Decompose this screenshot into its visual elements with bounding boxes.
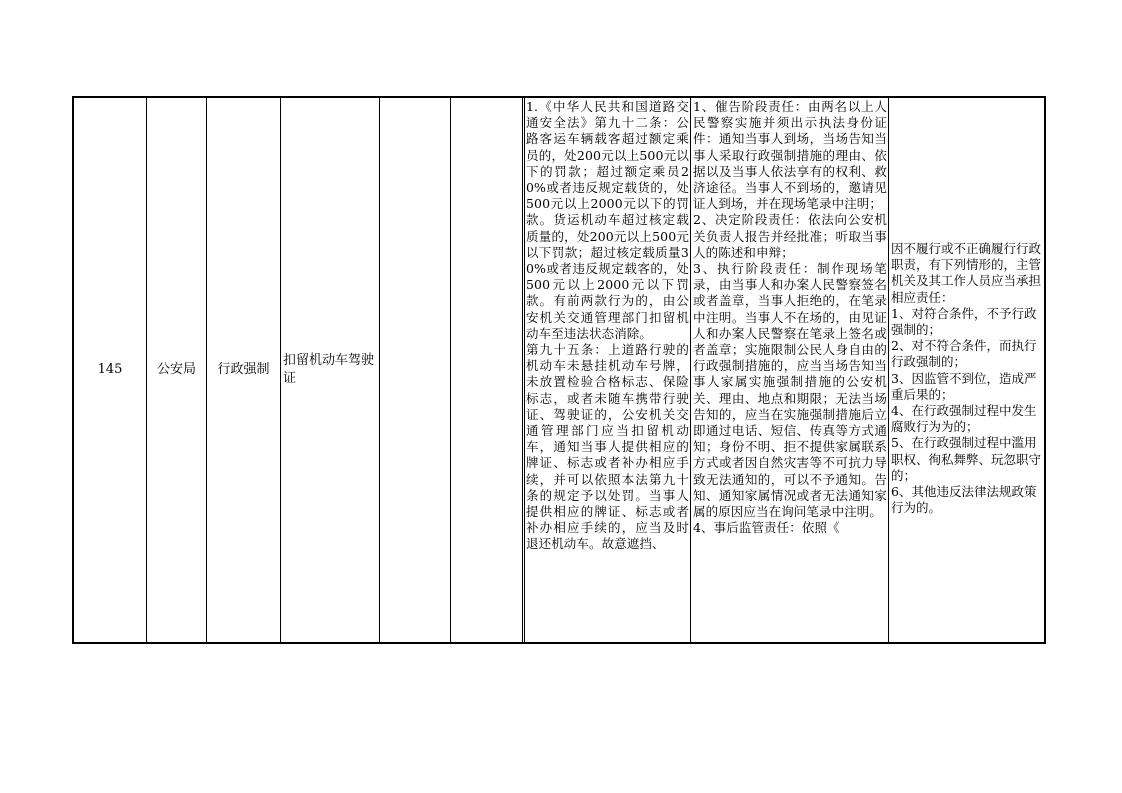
item-name-cell xyxy=(281,98,380,642)
legal-basis-text xyxy=(525,98,690,553)
table-row xyxy=(74,98,1044,642)
accountability-paragraph: 1、对符合条件，不予行政强制的； xyxy=(891,305,1037,338)
responsibility-paragraph: 2、决定阶段责任：依法向公安机关负责人报告并经批准；听取当事人的陈述和申辩； xyxy=(693,212,887,260)
responsibility-paragraph: 4、事后监管责任：依照《 xyxy=(693,520,840,536)
responsibility-cell xyxy=(691,98,889,642)
department: 公安局 xyxy=(156,362,196,377)
accountability-paragraph: 2、对不符合条件，而执行行政强制的； xyxy=(891,338,1037,370)
row-number: 145 xyxy=(97,362,123,377)
category: 行政强制 xyxy=(217,362,270,377)
accountability-paragraph: 3、因监管不到位，造成严重后果的； xyxy=(891,370,1037,402)
item-name: 扣留机动车驾驶证 xyxy=(283,353,375,386)
accountability-paragraph: 5、在行政强制过程中滥用职权、徇私舞弊、玩忽职守的； xyxy=(891,435,1042,483)
accountability-paragraph: 因不履行或不正确履行行政职责，有下列情形的，主管机关及其工作人员应当承担相应责任： xyxy=(891,241,1042,305)
responsibility-paragraph: 3、执行阶段责任：制作现场笔录，由当事人和办案人民警察签名或者盖章，当事人拒绝的，在笔录中注明。当事人不在场的，由见证人和办案人民警察在笔录上签名或者盖章；实施限制公民人身自由的行政强制措施的，应当当场告知当事人家属实施强制措施的公安机关、理由、地点和期限；无法当场告知的，应当在实施强制措施后立即通过电话、短信、传真等方式通知；身份不明、拒不提供家属联系方式或者因自然灾害等不可抗力导致无法通知的，可以不予通知。告知、通知家属情况或者无法通知家属的原因应当在询问笔录中注明。 xyxy=(693,261,887,520)
accountability-paragraph: 6、其他违反法律法规政策行为的。 xyxy=(891,484,1037,516)
sub-item-cell xyxy=(380,98,451,642)
department-cell xyxy=(147,98,207,642)
accountability-cell xyxy=(889,98,1044,642)
accountability-paragraph: 4、在行政强制过程中发生腐败行为为的； xyxy=(891,403,1037,435)
code-cell xyxy=(451,98,525,642)
legal-basis-cell xyxy=(525,98,691,642)
row-number-cell xyxy=(74,98,147,642)
category-cell xyxy=(207,98,281,642)
legal-basis-paragraph: 1.《中华人民共和国道路交通安全法》第九十二条：公路客运车辆载客超过额定乘员的，处200元以上500元以下的罚款；超过额定乘员20%或者违反规定载货的，处500元以上2000元以下的罚款。货运机动车超过核定载质量的，处200元以上500元以下罚款；超过核定载质量30%或者违反规定载客的，处500元以上2000元以下罚款。有前两款行为的，由公安机关交通管理部门扣留机动车至违法状态消除。 xyxy=(526,99,689,341)
accountability-text xyxy=(889,98,1044,516)
legal-basis-paragraph: 第九十五条：上道路行驶的机动车未悬挂机动车号牌，未放置检验合格标志、保险标志，或者未随车携带行驶证、驾驶证的，公安机关交通管理部门应当扣留机动车，通知当事人提供相应的牌证、标志或者补办相应手续，并可以依照本法第九十条的规定予以处罚。当事人提供相应的牌证、标志或者补办相应手续的，应当及时退还机动车。故意遮挡、 xyxy=(526,342,689,552)
power-list-table xyxy=(72,96,1046,644)
responsibility-text xyxy=(691,98,888,536)
responsibility-paragraph: 1、催告阶段责任：由两名以上人民警察实施并须出示执法身份证件：通知当事人到场，当场告知当事人采取行政强制措施的理由、依据以及当事人依法享有的权利、救济途径。当事人不到场的，邀请见证人到场，并在现场笔录中注明； xyxy=(693,99,887,212)
